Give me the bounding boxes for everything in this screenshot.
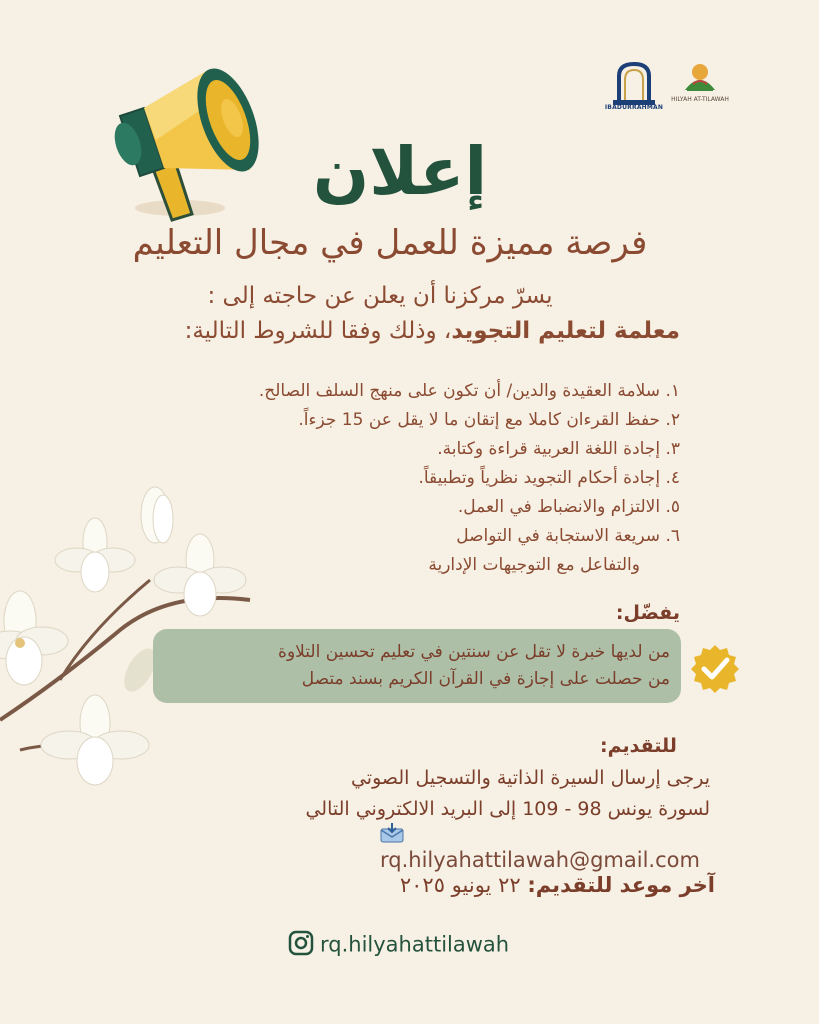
email-download-icon bbox=[380, 823, 404, 848]
preferred-title: يفضّل: bbox=[615, 602, 680, 624]
instagram-handle: rq.hilyahattilawah bbox=[320, 932, 510, 957]
preferred-line-1: من لديها خبرة لا تقل عن سنتين في تعليم تحسين التلاوة bbox=[278, 642, 670, 662]
position-name: معلمة لتعليم التجويد bbox=[451, 318, 680, 344]
email-address: rq.hilyahattilawah@gmail.com bbox=[380, 847, 700, 872]
hilyah-logo bbox=[671, 60, 729, 120]
checkmark-badge-icon bbox=[690, 643, 740, 693]
intro-line-1: يسرّ مركزنا أن يعلن عن حاجته إلى : bbox=[207, 283, 553, 309]
announcement-title: إعلان bbox=[312, 133, 488, 210]
deadline bbox=[360, 873, 715, 897]
subtitle: فرصة مميزة للعمل في مجال التعليم bbox=[132, 223, 648, 263]
condition-item: ٦. سريعة الاستجابة في التواصل bbox=[456, 526, 680, 546]
hilyah-logo-text: HILYAH AT-TILAWAH bbox=[671, 96, 729, 103]
intro-line-2-rest: ، وذلك وفقا للشروط التالية: bbox=[184, 318, 452, 344]
ibadurrahman-logo bbox=[605, 60, 663, 120]
instagram-icon bbox=[288, 930, 314, 961]
preferred-text bbox=[170, 639, 670, 693]
apply-title: :للتقديم bbox=[600, 735, 677, 757]
condition-item: ٣. إجادة اللغة العربية قراءة وكتابة. bbox=[437, 439, 680, 459]
condition-item-continued: والتفاعل مع التوجيهات الإدارية bbox=[428, 555, 640, 575]
condition-item: ١. سلامة العقيدة والدين/ أن تكون على منهج السلف الصالح. bbox=[258, 381, 680, 401]
apply-line-2: لسورة يونس 98 - 109 إلى البريد الالكتروني التالي bbox=[305, 798, 710, 820]
apply-line-1: يرجى إرسال السيرة الذاتية والتسجيل الصوتي bbox=[350, 767, 710, 789]
email-link[interactable] bbox=[380, 822, 720, 872]
ibadurrahman-logo-text: IBADURRAHMAN bbox=[604, 104, 664, 111]
condition-item: ٥. الالتزام والانضباط في العمل. bbox=[457, 497, 680, 517]
intro-line-2 bbox=[120, 315, 680, 347]
condition-item: ٤. إجادة أحكام التجويد نظرياً وتطبيقاً. bbox=[418, 468, 680, 488]
deadline-date: ٢٢ يونيو ٢٠٢٥ bbox=[399, 873, 521, 897]
deadline-label: آخر موعد للتقديم: bbox=[527, 873, 715, 897]
condition-item: ٢. حفظ القرءان كاملا مع إتقان ما لا يقل عن 15 جزءاً. bbox=[298, 410, 680, 430]
megaphone-icon bbox=[100, 58, 270, 228]
preferred-line-2: من حصلت على إجازة في القرآن الكريم بسند متصل bbox=[301, 669, 670, 689]
instagram-link[interactable] bbox=[288, 930, 548, 961]
